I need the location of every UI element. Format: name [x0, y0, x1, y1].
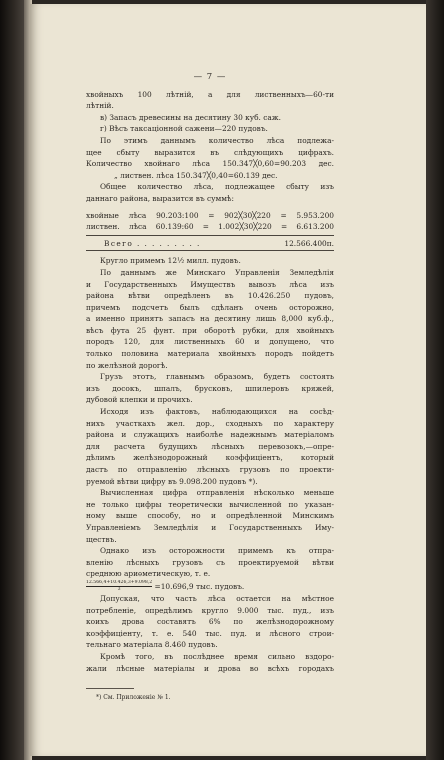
footnote: *) См. Приложеніе № 1.: [96, 694, 171, 702]
calc-line: хвойные лѣса 90.203:100 = 902╳30╳220 = 5.953.200: [86, 210, 334, 220]
text-line: Вычисленная цифра отправленія нѣсколько меньше: [100, 488, 334, 498]
text-line: не только цифры теоретически вычисленной по указан-: [86, 499, 334, 509]
text-line: коэффиціенту, т. е. 540 тыс. пуд. и лѣсного строи-: [86, 628, 334, 638]
text-line: Кромѣ того, въ послѣднее время сильно вздоро-: [100, 651, 334, 661]
formula-numerator: 12.566,4+10.426,3+9.098,2: [86, 579, 153, 585]
formula-denominator: 3: [117, 586, 121, 592]
text-line: коихъ дрова составятъ 6% по желѣзнодорожному: [86, 617, 334, 627]
text-line: нихъ участкахъ жел. дор., сходныхъ по характеру: [86, 418, 334, 428]
book-page: [30, 4, 426, 756]
text-line: щее сбыту выразится въ слѣдующихъ цифрахъ.: [86, 147, 334, 157]
total-value: 12.566.400п.: [284, 238, 334, 248]
text-line: Грузъ этотъ, главнымъ образомъ, будетъ состоять: [100, 372, 334, 382]
text-line: только половина материала хвойныхъ породъ пойдетъ: [86, 349, 334, 359]
text-line: для расчета будущихъ лѣсныхъ перевозокъ,—опре-: [86, 441, 334, 451]
text-line: по желѣзной дорогѣ.: [86, 360, 168, 370]
text-line: „ листвен. лѣса 150.347╳0,40=60.139 дес.: [114, 170, 278, 180]
text-line: потребленіе, опредѣлимъ кругло 9.000 тыс. пуд., изъ: [86, 605, 334, 615]
text-line: дѣлимъ желѣзнодорожный коэффиціентъ, который: [86, 453, 334, 463]
text-line: Управленіемъ Земледѣлія и Государственныхъ Иму-: [86, 522, 334, 532]
text-line: Однако изъ осторожности примемъ къ отпра-: [100, 546, 334, 556]
total-label: Всего . . . . . . . . .: [104, 238, 201, 248]
text-line: лѣтній.: [86, 101, 114, 111]
formula-result: =10.696,9 тыс. пудовъ.: [154, 581, 245, 591]
text-line: руемой вѣтви цифру въ 9.098.200 пудовъ *).: [86, 476, 258, 486]
text-line: Кругло примемъ 12½ милл. пудовъ.: [100, 256, 241, 266]
text-line: даннаго района, выразится въ суммѣ:: [86, 193, 234, 203]
text-line: района и служащихъ наиболѣе надежнымъ матеріаломъ: [86, 430, 334, 440]
text-line: изъ досокъ, шпалъ, брусковъ, шпилеровъ кряжей,: [86, 383, 334, 393]
text-line: Количество хвойнаго лѣса 150.347╳0,60=90.203 дес.: [86, 159, 334, 169]
text-line: вленію лѣсныхъ грузовъ съ проектируемой вѣтви: [86, 557, 334, 567]
text-line: района вѣтви опредѣленъ въ 10.426.250 пудовъ,: [86, 291, 334, 301]
text-line: вѣсъ фута 25 фунт. при оборотѣ рубки, для хвойныхъ: [86, 325, 334, 335]
total-row: [86, 235, 334, 252]
page-text: [86, 72, 334, 702]
text-line: в) Запасъ древесины на десятину 30 куб. саж.: [100, 112, 281, 122]
text-line: Исходя изъ фактовъ, наблюдающихся на сосѣд-: [100, 407, 334, 417]
text-line: ществъ.: [86, 534, 117, 544]
text-line: хвойныхъ 100 лѣтній, а для лиственныхъ—60-ти: [86, 89, 334, 99]
text-line: По этимъ даннымъ количество лѣса подлежа-: [100, 135, 334, 145]
book-edge: [426, 0, 444, 760]
text-line: среднюю ариѳметическую, т. е.: [86, 569, 211, 579]
text-line: ному выше способу, но и опредѣленной Минскимъ: [86, 511, 334, 521]
text-line: дастъ по отправленію лѣсныхъ грузовъ по проекти-: [86, 465, 334, 474]
text-line: тельнаго матеріала 8.460 пудовъ.: [86, 640, 218, 650]
formula: [86, 580, 334, 593]
text-line: причемъ подсчетъ былъ сдѣланъ очень осторожно,: [86, 302, 334, 312]
text-line: и Государственныхъ Имуществъ вывозъ лѣса изъ: [86, 279, 334, 289]
text-line: а именно принятъ запасъ на десятину лишь 8,000 куб.ф.,: [86, 314, 334, 324]
text-line: жали лѣсные матеріалы и дрова во всѣхъ городахъ: [86, 663, 334, 673]
text-line: дубовой клепки и прочихъ.: [86, 395, 193, 405]
footnote-divider: [86, 688, 134, 689]
text-line: г) Вѣсъ таксаціонной сажени—220 пудовъ.: [100, 124, 268, 134]
text-line: Допуская, что часть лѣса остается на мѣстное: [100, 593, 334, 603]
text-line: Общее количество лѣса, подлежащее сбыту изъ: [100, 182, 334, 192]
calc-line: листвен. лѣса 60.139:60 = 1.002╳30╳220 = 6.613.200: [86, 222, 334, 232]
text-line: По даннымъ же Минскаго Управленія Земледѣлія: [100, 267, 334, 277]
text-line: породъ 120, для лиственныхъ 60 и допущено, что: [86, 337, 334, 347]
page-number: — 7 —: [193, 72, 227, 82]
